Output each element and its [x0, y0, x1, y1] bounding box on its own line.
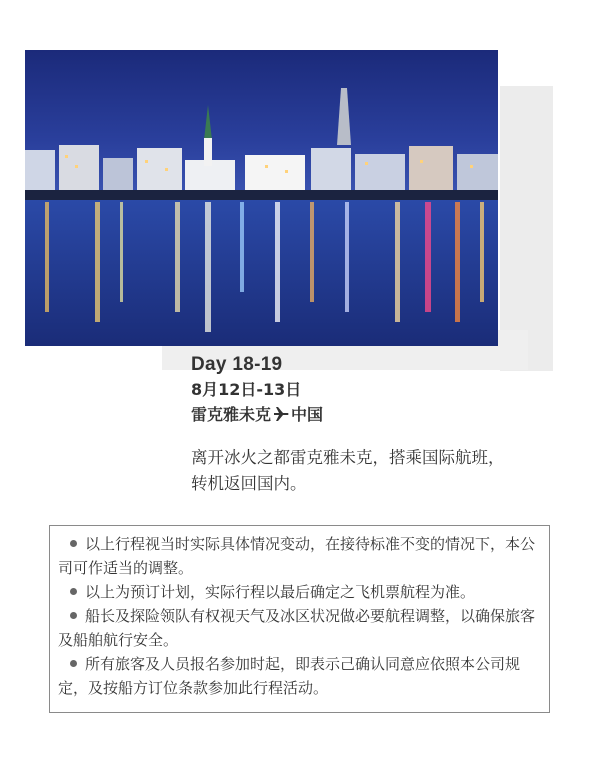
bullet-icon	[70, 612, 77, 619]
route	[191, 402, 323, 425]
note-item: 以上为预订计划，实际行程以最后确定之飞机票航程为准。	[58, 580, 543, 604]
background-panel-right	[500, 86, 553, 371]
notes-box	[49, 525, 550, 713]
route-origin: 雷克雅未克	[191, 405, 272, 424]
reykjavik-night-photo	[25, 50, 498, 346]
day-range: Day 18-19	[191, 354, 283, 375]
date-range: 8月12日-13日	[191, 380, 302, 399]
note-item: 以上行程视当时实际具体情况变动，在接待标准不变的情况下，本公司可作适当的调整。	[58, 535, 536, 577]
airplane-icon	[273, 405, 289, 424]
day-description: 离开冰火之都雷克雅未克，搭乘国际航班，转机返回国内。	[191, 448, 505, 493]
note-item: 所有旅客及人员报名参加时起，即表示己确认同意应依照本公司规定，及按船方订位条款参加此行程活动。	[58, 655, 521, 697]
bullet-icon	[70, 540, 77, 547]
bullet-icon	[70, 660, 77, 667]
bullet-icon	[70, 588, 77, 595]
route-destination: 中国	[291, 405, 324, 424]
note-item: 船长及探险领队有权视天气及冰区状况做必要航程调整，以确保旅客及船舶航行安全。	[58, 607, 536, 649]
